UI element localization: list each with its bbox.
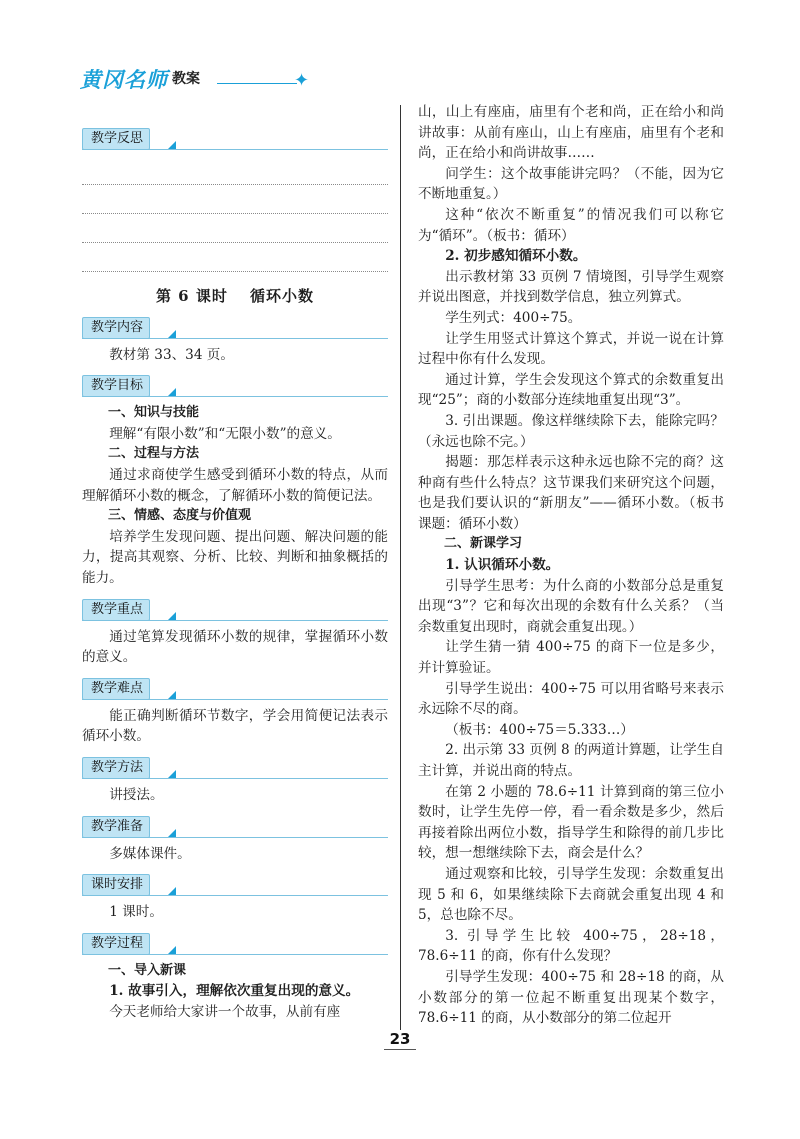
section-process bbox=[82, 933, 388, 955]
body-paragraph: 引导学生发现：400÷75 和 28÷18 的商，从小数部分的第一位起不断重复出现某个数字，78.6÷11 的商，从小数部分的第二位起开 bbox=[418, 968, 724, 1027]
page-header bbox=[80, 64, 320, 100]
board-note: （板书：400÷75＝5.333…） bbox=[445, 721, 634, 738]
page-number-rule bbox=[384, 1049, 416, 1050]
goal-text: 理解“有限小数”和“无限小数”的意义。 bbox=[109, 425, 341, 442]
key-text: 通过笔算发现循环小数的规律，掌握循环小数的意义。 bbox=[82, 628, 388, 666]
section-goals bbox=[82, 375, 388, 397]
body-paragraph: 出示教材第 33 页例 7 情境图，引导学生观察并说出图意，并找到数学信息，独立列算式。 bbox=[418, 268, 724, 306]
body-paragraph: 问学生：这个故事能讲完吗？（不能，因为它不断地重复。） bbox=[418, 165, 724, 203]
left-column bbox=[82, 118, 388, 1022]
body-paragraph: 通过观察和比较，引导学生发现：余数重复出现 5 和 6，如果继续除下去商就会重复出现 4 和 5，总也除不尽。 bbox=[418, 865, 724, 924]
goal-text: 培养学生发现问题、提出问题、解决问题的能力，提高其观察、分析、比较、判断和抽象概括的能力。 bbox=[82, 528, 388, 586]
section-label: 教学重点 bbox=[82, 599, 150, 621]
story-text: 山，山上有座庙，庙里有个老和尚，正在给小和尚讲故事：从前有座山，山上有座庙，庙里有个老和尚，正在给小和尚讲故事…… bbox=[418, 104, 724, 162]
section-content bbox=[82, 317, 388, 339]
process-heading: 一、导入新课 bbox=[108, 962, 187, 978]
corner-accent-icon bbox=[168, 691, 176, 699]
body-paragraph: 这种“依次不断重复”的情况我们可以称它为“循环”。（板书：循环） bbox=[418, 206, 724, 244]
lesson-title: 第 6 课时 循环小数 bbox=[155, 287, 315, 305]
difficulty-text: 能正确判断循环节数字，学会用简便记法表示循环小数。 bbox=[82, 707, 388, 745]
goal-heading: 三、情感、态度与价值观 bbox=[108, 508, 252, 524]
corner-accent-icon bbox=[168, 388, 176, 396]
section-label: 教学反思 bbox=[82, 128, 150, 150]
section-label: 教学难点 bbox=[82, 678, 150, 700]
corner-accent-icon bbox=[168, 612, 176, 620]
header-subtitle: 教案 bbox=[172, 71, 200, 87]
body-paragraph: 让学生用竖式计算这个算式，并说一说在计算过程中你有什么发现。 bbox=[418, 330, 724, 368]
body-paragraph: 引导学生说出：400÷75 可以用省略号来表示永远除不尽的商。 bbox=[418, 680, 724, 718]
reflection-blank-line bbox=[82, 185, 388, 214]
step-heading: 2. 初步感知循环小数。 bbox=[445, 248, 587, 265]
sparkle-icon: ✦ bbox=[294, 70, 310, 91]
section-heading: 二、新课学习 bbox=[444, 536, 523, 552]
section-label: 教学内容 bbox=[82, 317, 150, 339]
body-paragraph: 2. 出示第 33 页例 8 的两道计算题，让学生自主计算，并说出商的特点。 bbox=[418, 742, 724, 779]
section-preparation bbox=[82, 816, 388, 838]
brand-logo: 黄冈名师 bbox=[80, 68, 168, 92]
goal-text: 通过求商使学生感受到循环小数的特点，从而理解循环小数的概念，了解循环小数的简便记法。 bbox=[82, 466, 388, 504]
body-paragraph: 学生列式：400÷75。 bbox=[445, 309, 582, 326]
step-heading: 1. 认识循环小数。 bbox=[445, 557, 560, 574]
section-label: 教学过程 bbox=[82, 933, 150, 955]
process-step: 1. 故事引入，理解依次重复出现的意义。 bbox=[109, 983, 360, 1000]
reflection-blank-line bbox=[82, 214, 388, 243]
page-number: 23 bbox=[389, 1030, 411, 1048]
reflection-blank-line bbox=[82, 243, 388, 272]
body-paragraph: 引导学生思考：为什么商的小数部分总是重复出现“3”？它和每次出现的余数有什么关系？（当余数重复出现时，商就会重复出现。） bbox=[418, 577, 724, 635]
section-difficulty bbox=[82, 678, 388, 700]
corner-accent-icon bbox=[168, 141, 176, 149]
section-method bbox=[82, 757, 388, 779]
body-paragraph: 在第 2 小题的 78.6÷11 计算到商的第三位小数时，让学生先停一停，看一看余数是多少，然后再接着除出两位小数，指导学生和除得的前几步比较，想一想继续除下去，商会是什么？ bbox=[418, 783, 724, 862]
reflection-blank-line bbox=[82, 156, 388, 185]
body-paragraph: 3. 引出课题。像这样继续除下去，能除完吗？（永远也除不完。） bbox=[418, 412, 724, 450]
schedule-text: 1 课时。 bbox=[109, 904, 163, 921]
prep-text: 多媒体课件。 bbox=[109, 845, 191, 862]
section-label: 课时安排 bbox=[82, 874, 150, 896]
body-paragraph: 揭题：那怎样表示这种永远也除不完的商？这种商有些什么特点？这节课我们来研究这个问题，也是我们要认识的“新朋友”——循环小数。（板书课题：循环小数） bbox=[418, 454, 724, 532]
header-rule bbox=[217, 83, 297, 84]
section-label: 教学方法 bbox=[82, 757, 150, 779]
process-text: 今天老师给大家讲一个故事，从前有座 bbox=[109, 1003, 341, 1020]
section-label: 教学准备 bbox=[82, 816, 150, 838]
corner-accent-icon bbox=[168, 770, 176, 778]
body-paragraph: 通过计算，学生会发现这个算式的余数重复出现“25”；商的小数部分连续地重复出现“3”。 bbox=[418, 371, 724, 409]
section-schedule bbox=[82, 874, 388, 896]
goal-heading: 二、过程与方法 bbox=[108, 446, 200, 462]
content-text: 教材第 33、34 页。 bbox=[109, 346, 234, 363]
section-label: 教学目标 bbox=[82, 375, 150, 397]
column-divider bbox=[400, 105, 401, 1030]
corner-accent-icon bbox=[168, 330, 176, 338]
goal-heading: 一、知识与技能 bbox=[108, 405, 200, 421]
method-text: 讲授法。 bbox=[109, 786, 164, 803]
corner-accent-icon bbox=[168, 887, 176, 895]
body-paragraph: 3. 引导学生比较 400÷75，28÷18，78.6÷11 的商，你有什么发现？ bbox=[418, 927, 724, 965]
corner-accent-icon bbox=[168, 829, 176, 837]
section-reflection bbox=[82, 128, 388, 150]
section-key-points bbox=[82, 599, 388, 621]
right-column bbox=[418, 102, 724, 1029]
corner-accent-icon bbox=[168, 946, 176, 954]
body-paragraph: 让学生猜一猜 400÷75 的商下一位是多少，并计算验证。 bbox=[418, 639, 724, 677]
